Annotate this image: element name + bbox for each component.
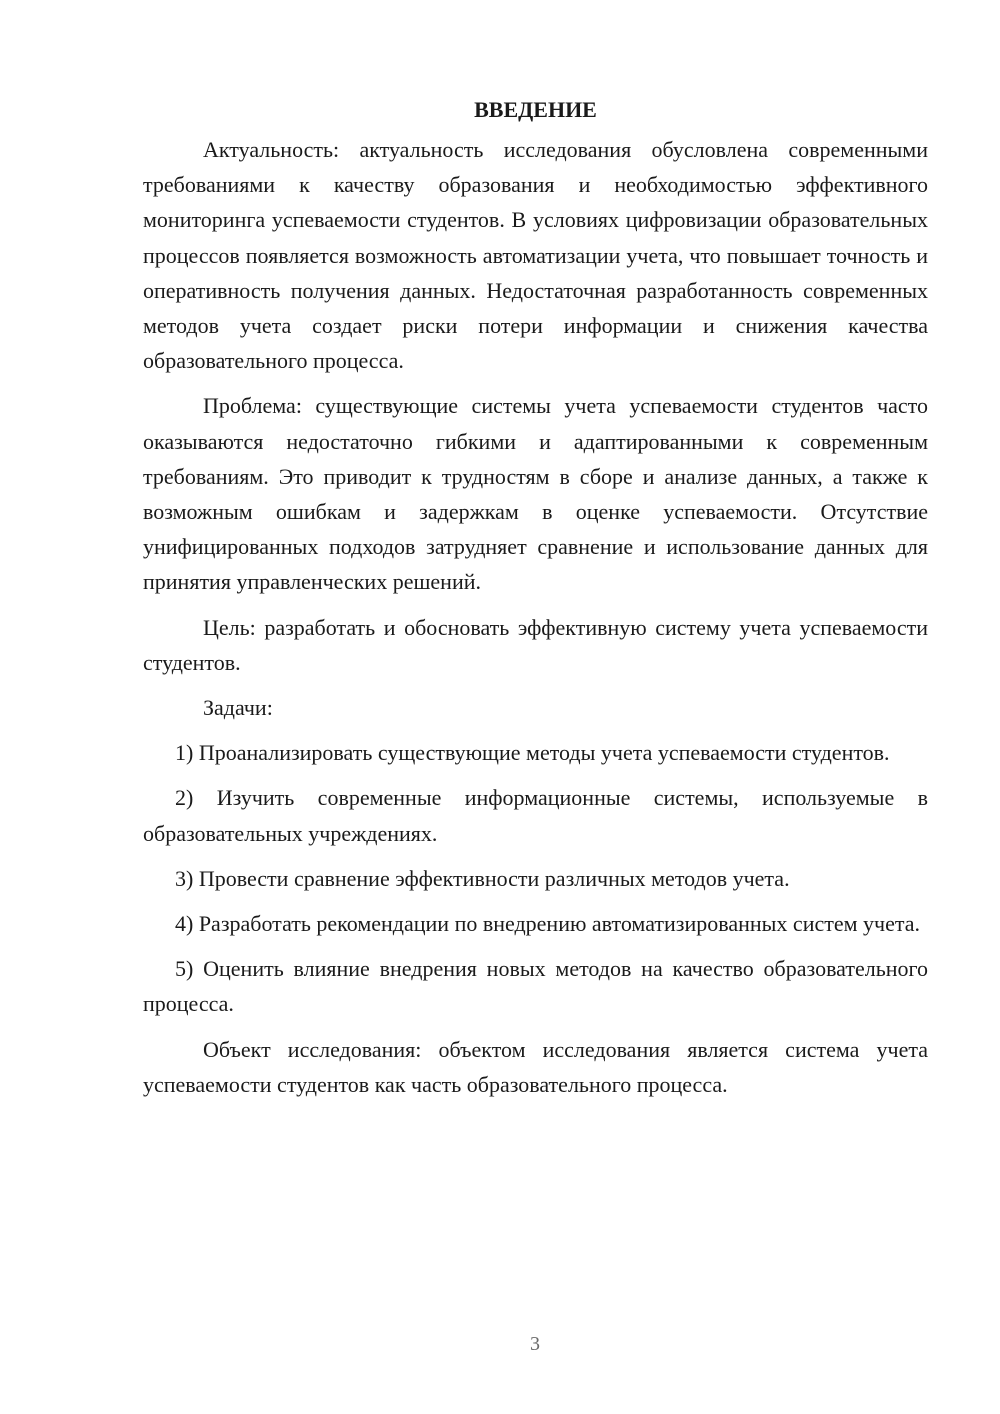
page-number: 3	[530, 1333, 540, 1355]
tasks-title: Задачи:	[203, 695, 273, 721]
goal-paragraph: Цель: разработать и обосновать эффективную систему учета успеваемости студентов.	[143, 614, 928, 675]
relevance-paragraph: Актуальность: актуальность исследования обусловлена современными требованиями к качеству образования и необходимостью эффективного мониторинга успеваемости студентов. В условиях цифровизации образовательных процессов появляется возможность автоматизации учета, что повышает точность и оперативность получения данных. Недостаточная разработанность современных методов учета создает риски потери информации и снижения качества образовательного процесса.	[143, 137, 928, 374]
object-paragraph: Объект исследования: объектом исследования является система учета успеваемости студентов как часть образовательного процесса.	[143, 1036, 928, 1097]
page-body	[143, 92, 928, 1102]
problem-paragraph: Проблема: существующие системы учета успеваемости студентов часто оказываются недостаточно гибкими и адаптированными к современным требованиям. Это приводит к трудностям в сборе и анализе данных, а также к возможным ошибкам и задержкам в оценке успеваемости. Отсутствие унифицированных подходов затрудняет сравнение и использование данных для принятия управленческих решений.	[143, 393, 928, 595]
task-item-5: 5) Оценить влияние внедрения новых методов на качество образовательного процесса.	[143, 956, 928, 1017]
task-item-3: 3) Провести сравнение эффективности различных методов учета.	[175, 865, 790, 891]
task-item-4: 4) Разработать рекомендации по внедрению автоматизированных систем учета.	[175, 911, 921, 937]
task-item-2: 2) Изучить современные информационные системы, используемые в образовательных учреждениях.	[143, 785, 928, 846]
section-heading: ВВЕДЕНИЕ	[474, 97, 597, 122]
task-item-1: 1) Проанализировать существующие методы учета успеваемости студентов.	[175, 740, 890, 766]
